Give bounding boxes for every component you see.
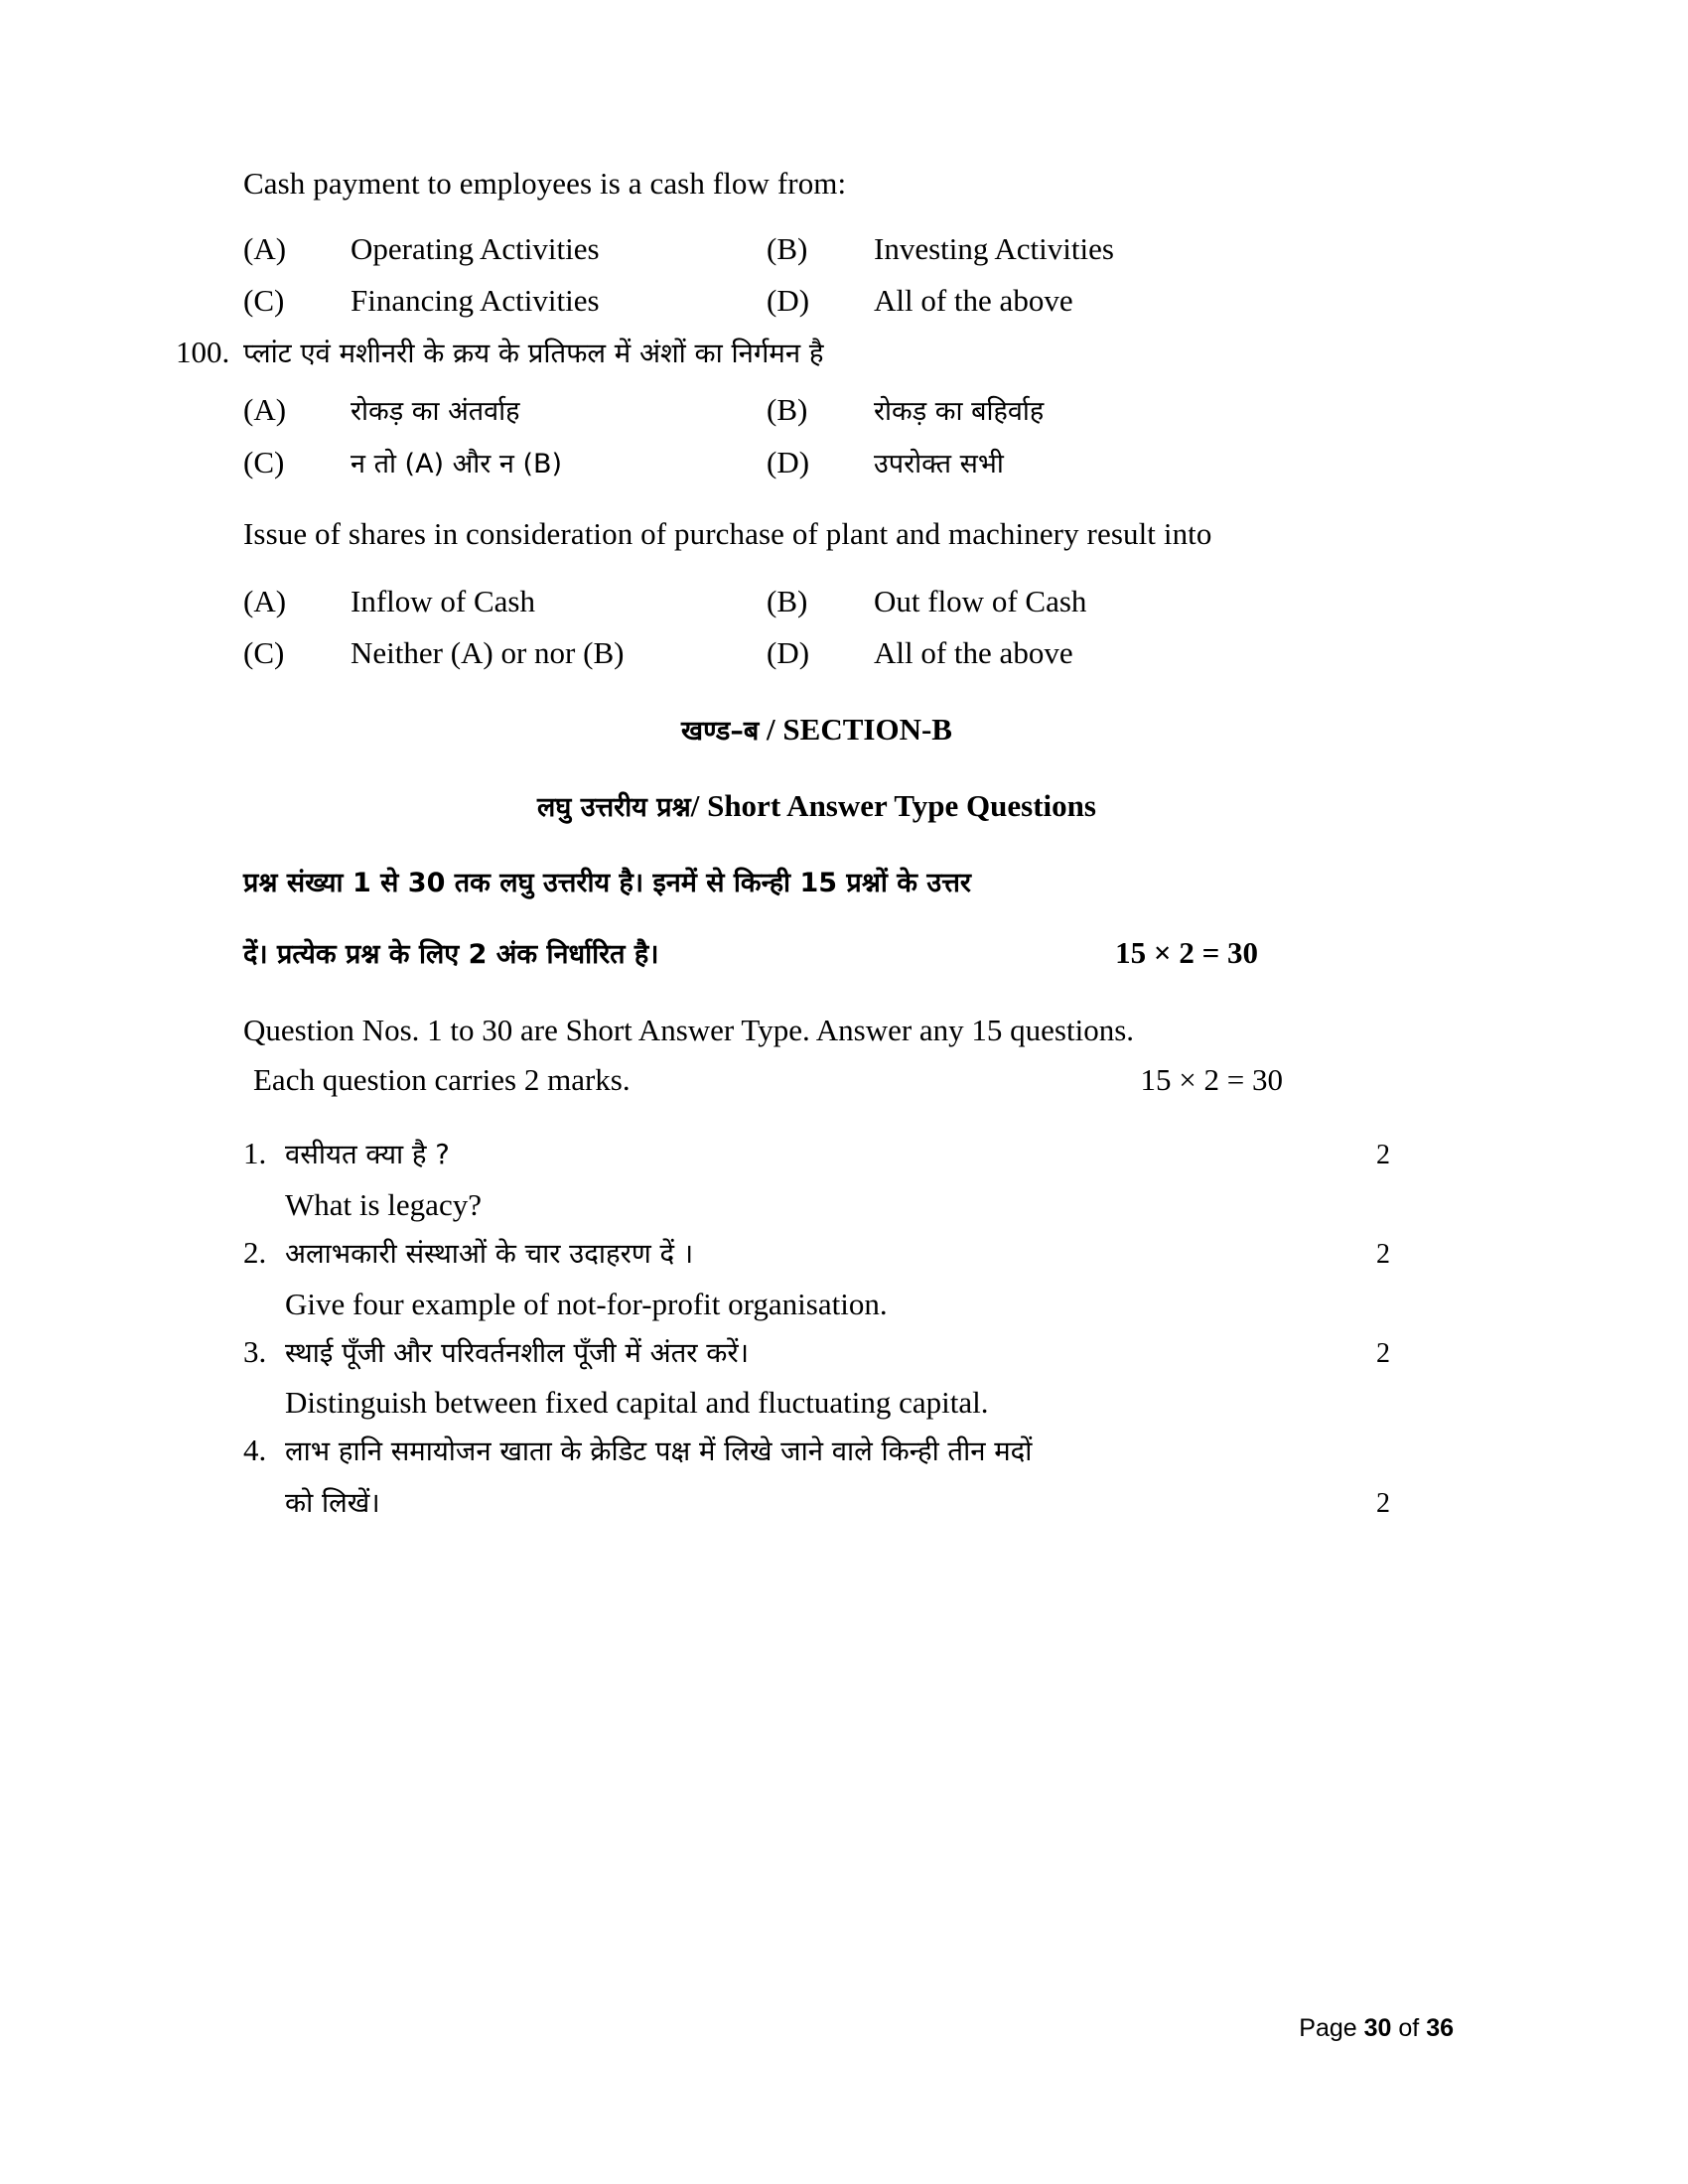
- option-c-english-key: (C): [243, 634, 285, 670]
- instruction-english-line-2-row: [243, 1062, 1390, 1098]
- question-english-line: [243, 1187, 1390, 1223]
- section-b-subheading: [243, 787, 1390, 824]
- short-answer-question-list: [243, 1136, 1390, 1522]
- question-english-text: Give four example of not-for-profit organisation.: [285, 1286, 888, 1321]
- question-item: [243, 1334, 1390, 1422]
- question-english-text: What is legacy?: [285, 1186, 482, 1222]
- instruction-english-marks: 15 × 2 = 30: [1140, 1061, 1283, 1097]
- question-hindi-text: लाभ हानि समायोजन खाता के क्रेडिट पक्ष में लिखे जाने वाले किन्ही तीन मदों: [285, 1435, 1033, 1468]
- question-marks: 2: [1376, 1488, 1390, 1520]
- footer-page-prefix: Page: [1299, 2014, 1357, 2042]
- option-d-english[interactable]: [767, 635, 1390, 671]
- option-b[interactable]: [767, 231, 1390, 267]
- question-marks: 2: [1376, 1139, 1390, 1170]
- option-d-key: (D): [767, 282, 810, 318]
- question-number: 3.: [243, 1333, 267, 1369]
- question-hindi-line: [243, 1136, 1390, 1175]
- question-100-stem-hindi: [176, 335, 1390, 371]
- option-d-hindi[interactable]: [767, 444, 1390, 480]
- option-d-english-label: All of the above: [874, 634, 1073, 670]
- question-100-english-options-row-2: [243, 635, 1390, 671]
- instruction-hindi-line-2-row: [243, 934, 1390, 971]
- option-c-hindi[interactable]: [243, 444, 767, 480]
- question-hindi-line: [243, 1334, 1390, 1374]
- question-hindi-text: वसीयत क्या है ?: [285, 1138, 450, 1170]
- question-99-options-row-2: [243, 283, 1390, 319]
- option-d-hindi-label: उपरोक्त सभी: [874, 448, 1004, 479]
- question-hindi-continuation-text: को लिखें।: [285, 1487, 380, 1520]
- option-c[interactable]: [243, 283, 767, 319]
- question-english-text: Distinguish between fixed capital and fluctuating capital.: [285, 1385, 989, 1421]
- option-b-english-label: Out flow of Cash: [874, 583, 1087, 618]
- section-b-subheading-separator: /: [690, 787, 708, 823]
- option-a-key: (A): [243, 230, 287, 266]
- question-english-line: [243, 1385, 1390, 1421]
- question-hindi-text: स्थाई पूँजी और परिवर्तनशील पूँजी में अंतर करें।: [285, 1336, 750, 1369]
- section-b-subheading-english: Short Answer Type Questions: [707, 787, 1096, 823]
- option-a-english-label: Inflow of Cash: [351, 583, 535, 618]
- section-b-heading-english: SECTION-B: [782, 711, 952, 747]
- question-hindi-line: [243, 1433, 1390, 1472]
- footer-total-pages: 36: [1426, 2014, 1454, 2042]
- question-hindi-text: अलाभकारी संस्थाओं के चार उदाहरण दें ।: [285, 1237, 694, 1270]
- option-c-label: Financing Activities: [351, 282, 600, 318]
- question-100-number: 100.: [176, 334, 230, 369]
- footer-page-middle: of: [1398, 2014, 1420, 2042]
- option-d-english-key: (D): [767, 634, 810, 670]
- option-a-english[interactable]: [243, 584, 767, 619]
- question-99-options-row-1: [243, 231, 1390, 267]
- question-marks: 2: [1376, 1238, 1390, 1270]
- footer-page-number: 30: [1363, 2014, 1392, 2042]
- question-hindi-continuation-line: [243, 1484, 1390, 1521]
- option-c-english-label: Neither (A) or nor (B): [351, 634, 625, 670]
- option-d[interactable]: [767, 283, 1390, 319]
- option-b-hindi-label: रोकड़ का बहिर्वाह: [874, 395, 1045, 427]
- option-a-hindi-key: (A): [243, 391, 287, 427]
- instruction-english-line-1: Question Nos. 1 to 30 are Short Answer Type. Answer any 15 questions.: [243, 1012, 1135, 1047]
- option-a-english-key: (A): [243, 583, 287, 618]
- section-b-heading-hindi: खण्ड–ब: [681, 715, 760, 747]
- question-english-line: [243, 1287, 1390, 1322]
- question-item: [243, 1433, 1390, 1521]
- question-100-english-options-row-1: [243, 584, 1390, 619]
- option-d-label: All of the above: [874, 282, 1073, 318]
- question-number: 1.: [243, 1135, 267, 1170]
- option-d-hindi-key: (D): [767, 444, 810, 479]
- option-b-hindi[interactable]: [767, 391, 1390, 428]
- instruction-hindi-marks: 15 × 2 = 30: [1115, 934, 1258, 970]
- option-c-key: (C): [243, 282, 285, 318]
- option-b-english[interactable]: [767, 584, 1390, 619]
- question-hindi-line: [243, 1235, 1390, 1275]
- question-item: [243, 1136, 1390, 1223]
- option-a[interactable]: [243, 231, 767, 267]
- question-item: [243, 1235, 1390, 1322]
- option-b-english-key: (B): [767, 583, 808, 618]
- option-b-label: Investing Activities: [874, 230, 1114, 266]
- question-99-stem: Cash payment to employees is a cash flow from:: [243, 166, 847, 201]
- question-marks: 2: [1376, 1337, 1390, 1369]
- option-b-key: (B): [767, 230, 808, 266]
- instruction-hindi-line-2: दें। प्रत्येक प्रश्न के लिए 2 अंक निर्धारित है।: [243, 938, 659, 970]
- question-number: 4.: [243, 1433, 267, 1468]
- question-100-hindi-options-row-1: [243, 391, 1390, 428]
- question-100-stem-hindi-text: प्लांट एवं मशीनरी के क्रय के प्रतिफल में अंशों का निर्गमन है: [243, 337, 824, 369]
- option-b-hindi-key: (B): [767, 391, 808, 427]
- page-footer: [1299, 2014, 1454, 2043]
- question-100-stem-english: Issue of shares in consideration of purchase of plant and machinery result into: [243, 515, 1212, 551]
- option-a-label: Operating Activities: [351, 230, 600, 266]
- option-c-hindi-label: न तो (A) और न (B): [351, 448, 563, 479]
- option-c-hindi-key: (C): [243, 444, 285, 479]
- option-c-english[interactable]: [243, 635, 767, 671]
- question-100-hindi-options-row-2: [243, 444, 1390, 480]
- option-a-hindi[interactable]: [243, 391, 767, 428]
- instruction-hindi-line-1: प्रश्न संख्या 1 से 30 तक लघु उत्तरीय है। इनमें से किन्ही 15 प्रश्नों के उत्तर: [243, 867, 971, 898]
- section-b-heading: [243, 711, 1390, 748]
- question-number: 2.: [243, 1234, 267, 1270]
- instruction-english-line-2: Each question carries 2 marks.: [253, 1061, 631, 1097]
- page-content: [176, 164, 1390, 1533]
- option-a-hindi-label: रोकड़ का अंतर्वाह: [351, 395, 520, 427]
- section-b-heading-separator: /: [759, 711, 783, 747]
- section-b-subheading-hindi: लघु उत्तरीय प्रश्न: [537, 791, 691, 823]
